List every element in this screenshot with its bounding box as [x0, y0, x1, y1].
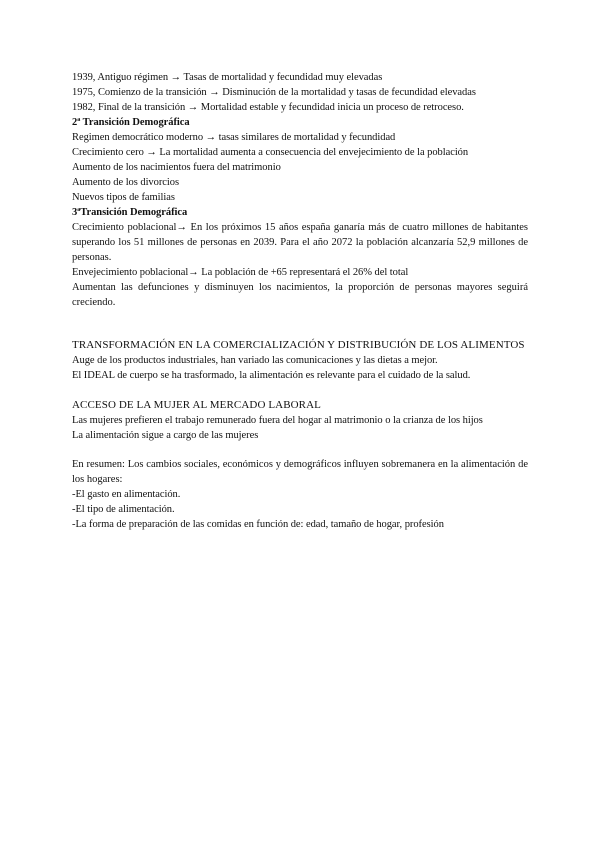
text-line: Nuevos tipos de familias: [72, 192, 175, 203]
section-heading: 3ªTransición Demográfica: [72, 207, 188, 218]
text-line: Auge de los productos industriales, han variado las comunicaciones y las dietas a mejor.: [72, 355, 438, 366]
section-food-distribution: [72, 337, 528, 383]
document-page: [72, 70, 528, 532]
section-third-transition: [72, 205, 528, 310]
section-second-transition: [72, 115, 528, 205]
section-heading: 2ª Transición Demográfica: [72, 117, 190, 128]
list-item: -El tipo de alimentación.: [72, 504, 175, 515]
text-line: 1982, Final de la transición → Mortalidad estable y fecundidad inicia un proceso de retroceso.: [72, 102, 464, 113]
text-line: 1975, Comienzo de la transición → Disminución de la mortalidad y tasas de fecundidad elevadas: [72, 87, 476, 98]
text-line: 1939, Antiguo régimen → Tasas de mortalidad y fecundidad muy elevadas: [72, 72, 383, 83]
spacer: [72, 310, 528, 337]
spacer: [72, 443, 528, 457]
text-line: Las mujeres prefieren el trabajo remunerado fuera del hogar al matrimonio o la crianza de los hijos: [72, 415, 483, 426]
text-line: La alimentación sigue a cargo de las mujeres: [72, 430, 259, 441]
paragraph: Aumentan las defunciones y disminuyen los nacimientos, la proporción de personas mayores seguirá creciendo.: [72, 282, 528, 308]
section-summary: [72, 457, 528, 532]
text-line: El IDEAL de cuerpo se ha trasformado, la alimentación es relevante para el cuidado de la salud.: [72, 370, 471, 381]
list-item: -El gasto en alimentación.: [72, 489, 181, 500]
section-women-labor: [72, 397, 528, 443]
summary-paragraph: En resumen: Los cambios sociales, económicos y demográficos influyen sobremanera en la alimentación de los hogares:: [72, 459, 528, 485]
section-heading: ACCESO DE LA MUJER AL MERCADO LABORAL: [72, 399, 321, 411]
section-heading: TRANSFORMACIÓN EN LA COMERCIALIZACIÓN Y DISTRIBUCIÓN DE LOS ALIMENTOS: [72, 339, 525, 351]
text-line: Aumento de los nacimientos fuera del matrimonio: [72, 162, 281, 173]
paragraph: Crecimiento poblacional→ En los próximos 15 años españa ganaría más de cuatro millones de habitantes superando los 51 millones de personas en 2039. Para el año 2072 la población alcanzaría 52,9 millones de personas.: [72, 222, 528, 263]
text-line: Aumento de los divorcios: [72, 177, 179, 188]
spacer: [72, 383, 528, 397]
list-item: -La forma de preparación de las comidas en función de: edad, tamaño de hogar, profesión: [72, 519, 444, 530]
text-line: Envejecimiento poblacional→ La población de +65 representará el 26% del total: [72, 267, 409, 278]
text-line: Regimen democrático moderno → tasas similares de mortalidad y fecundidad: [72, 132, 396, 143]
section-demographic-first-transition: [72, 70, 528, 115]
text-line: Crecimiento cero → La mortalidad aumenta a consecuencia del envejecimiento de la población: [72, 147, 469, 158]
